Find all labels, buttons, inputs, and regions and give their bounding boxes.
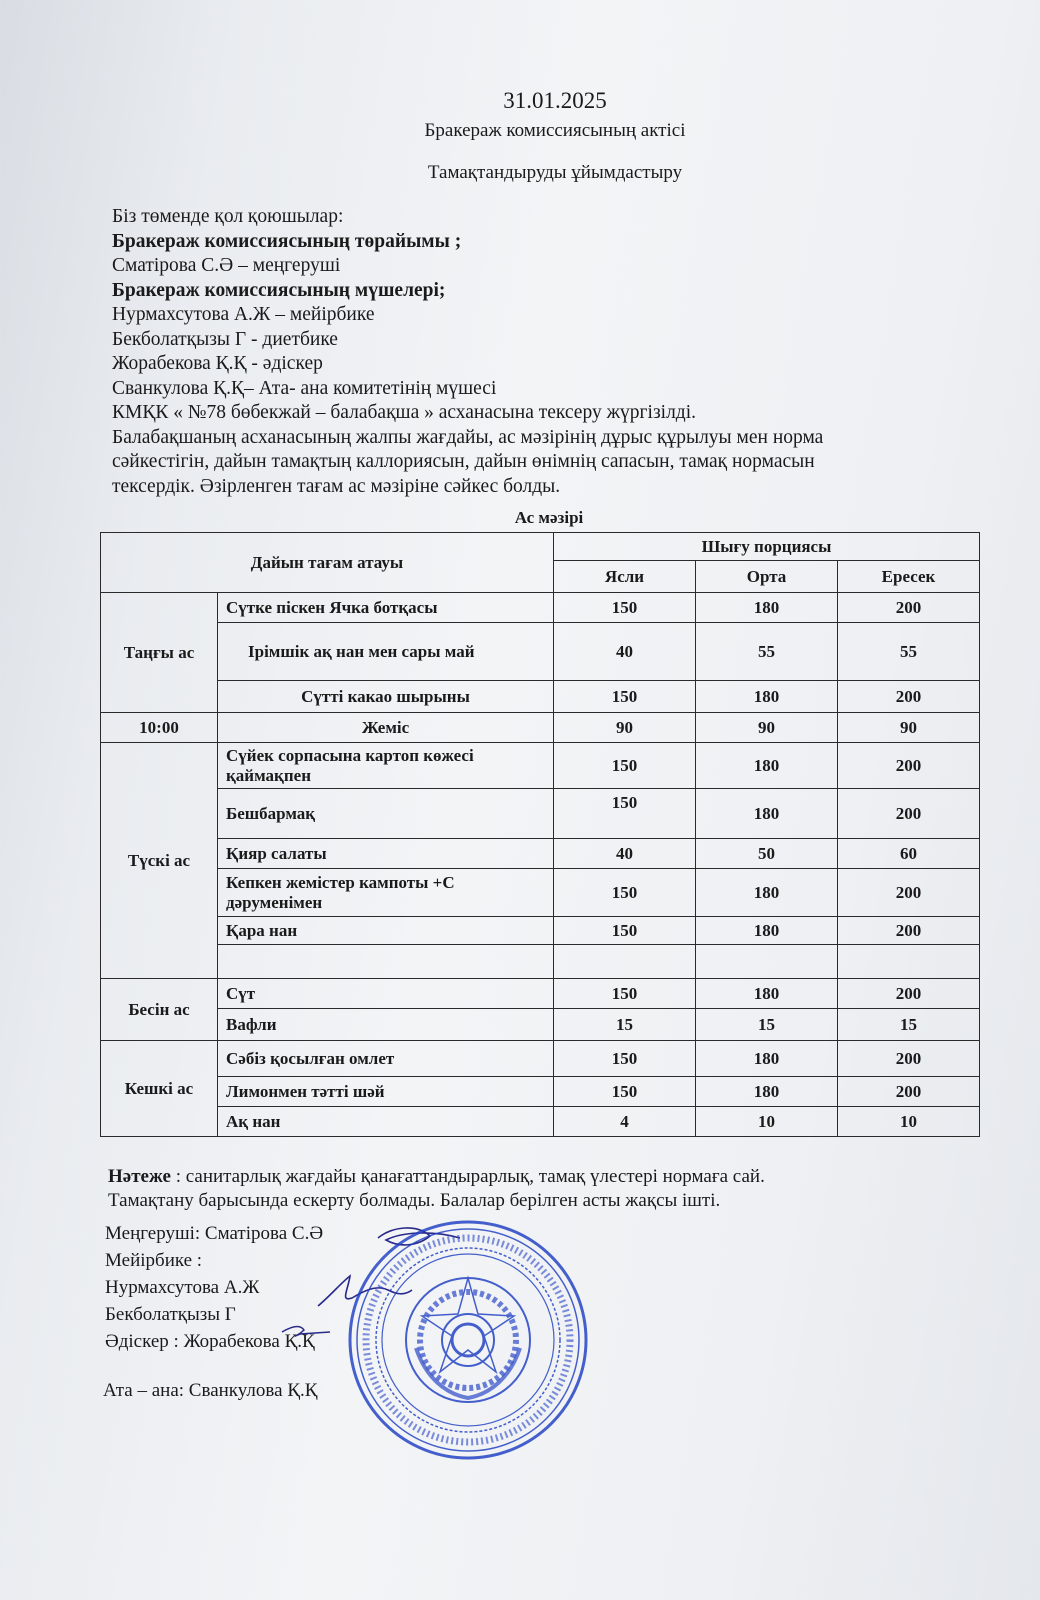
header-dish: Дайын тағам атауы (101, 533, 554, 593)
eresek-cell: 10 (838, 1107, 980, 1137)
dish-cell: Жеміс (218, 713, 554, 743)
dish-cell-empty (218, 945, 554, 979)
orta-cell: 15 (696, 1009, 838, 1041)
eresek-cell: 55 (838, 623, 980, 681)
meal-snack: 10:00 (101, 713, 218, 743)
document-subtitle: Тамақтандыруды ұйымдастыру (427, 162, 683, 183)
header-portion: Шығу порциясы (554, 533, 980, 561)
dish-cell: Лимонмен тәтті шәй (218, 1077, 554, 1107)
chair-heading: Бракераж комиссиясының төрайымы ; (112, 230, 462, 252)
orta-cell-empty (696, 945, 838, 979)
yasli-cell: 150 (554, 917, 696, 945)
yasli-cell: 150 (554, 1041, 696, 1077)
yasli-cell: 150 (554, 593, 696, 623)
member-item: Бекболатқызы Г - диетбике (112, 328, 338, 350)
dish-cell: Бешбармақ (218, 789, 554, 839)
meal-breakfast: Таңғы ас (101, 593, 218, 713)
signature-diet: Бекболатқызы Г (105, 1304, 236, 1325)
intro-block (112, 205, 982, 499)
meal-lunch: Түскі ас (101, 743, 218, 979)
signature-parent: Ата – ана: Сванкулова Қ.Қ (103, 1380, 318, 1401)
yasli-cell: 150 (554, 789, 696, 839)
conclusion-text: Тамақтану барысында ескерту болмады. Балалар берілген асты жақсы ішті. (108, 1190, 721, 1211)
orta-cell: 180 (696, 979, 838, 1009)
yasli-cell: 150 (554, 1077, 696, 1107)
member-item: Нурмахсутова А.Ж – мейірбике (112, 304, 375, 325)
eresek-cell: 200 (838, 593, 980, 623)
dish-cell: Сүт (218, 979, 554, 1009)
inspection-line: КМҚК « №78 бөбекжай – балабақша » асханасына тексеру жүргізілді. (112, 402, 697, 423)
conclusion-label: Нәтеже (108, 1166, 171, 1187)
signature-nurse-label: Мейірбике : (105, 1250, 203, 1271)
dish-cell: Кепкен жемістер кампоты +С дәруменімен (218, 869, 554, 917)
orta-cell: 90 (696, 713, 838, 743)
eresek-cell: 15 (838, 1009, 980, 1041)
yasli-cell: 4 (554, 1107, 696, 1137)
header-eresek: Ересек (838, 561, 980, 593)
table-row (101, 1009, 980, 1041)
signature-methodist: Әдіскер : Жорабекова Қ.Қ (105, 1331, 315, 1352)
table-row (101, 713, 980, 743)
orta-cell: 180 (696, 869, 838, 917)
table-row (101, 789, 980, 839)
yasli-cell: 150 (554, 743, 696, 789)
table-row (101, 979, 980, 1009)
table-row (101, 623, 980, 681)
signatures-block (105, 1220, 323, 1355)
intro-line: Біз төменде қол қоюшылар: (112, 206, 344, 227)
dish-cell: Ірімшік ақ нан мен сары май (218, 623, 554, 681)
table-row (101, 1107, 980, 1137)
dish-cell: Сүйек сорпасына картоп көжесі қаймақпен (218, 743, 554, 789)
eresek-cell: 200 (838, 869, 980, 917)
eresek-cell: 200 (838, 917, 980, 945)
orta-cell: 180 (696, 593, 838, 623)
table-row (101, 593, 980, 623)
table-row (101, 917, 980, 945)
meal-afternoon: Бесін ас (101, 979, 218, 1041)
orta-cell: 180 (696, 681, 838, 713)
paragraph-line: Балабақшаның асханасының жалпы жағдайы, ас мәзірінің дұрыс құрылуы мен норма (112, 426, 824, 448)
dish-cell: Вафли (218, 1009, 554, 1041)
yasli-cell: 15 (554, 1009, 696, 1041)
orta-cell: 55 (696, 623, 838, 681)
member-item: Сванкулова Қ.Қ– Ата- ана комитетінің мүшесі (112, 377, 497, 399)
signature-manager: Меңгеруші: Сматірова С.Ә (105, 1223, 324, 1244)
dish-cell: Сүтті какао шырыны (218, 681, 554, 713)
member-item: Жорабекова Қ.Қ - әдіскер (112, 353, 323, 374)
orta-cell: 180 (696, 743, 838, 789)
menu-table (100, 532, 980, 1137)
dish-cell: Сүтке піскен Ячка ботқасы (218, 593, 554, 623)
table-row (101, 839, 980, 869)
orta-cell: 180 (696, 1041, 838, 1077)
meal-dinner: Кешкі ас (101, 1041, 218, 1137)
yasli-cell: 90 (554, 713, 696, 743)
orta-cell: 180 (696, 917, 838, 945)
eresek-cell: 200 (838, 1077, 980, 1107)
yasli-cell: 40 (554, 839, 696, 869)
yasli-cell: 150 (554, 869, 696, 917)
table-row (101, 1077, 980, 1107)
eresek-cell: 200 (838, 979, 980, 1009)
eresek-cell: 200 (838, 789, 980, 839)
orta-cell: 180 (696, 789, 838, 839)
official-stamp (346, 1218, 590, 1462)
table-row (101, 869, 980, 917)
orta-cell: 50 (696, 839, 838, 869)
orta-cell: 180 (696, 1077, 838, 1107)
eresek-cell: 200 (838, 1041, 980, 1077)
yasli-cell: 150 (554, 681, 696, 713)
signature-nurse: Нурмахсутова А.Ж (105, 1277, 260, 1298)
document-date: 31.01.2025 (503, 88, 607, 113)
eresek-cell-empty (838, 945, 980, 979)
eresek-cell: 60 (838, 839, 980, 869)
paragraph-line: тексердік. Әзірленген тағам ас мәзіріне сәйкес болды. (112, 475, 561, 497)
dish-cell: Ақ нан (218, 1107, 554, 1137)
header-yasli: Ясли (554, 561, 696, 593)
members-heading: Бракераж комиссиясының мүшелері; (112, 279, 446, 301)
paragraph-line: сәйкестігін, дайын тамақтың каллориясын, дайын өнімнің сапасын, тамақ нормасын (112, 451, 815, 472)
dish-cell: Қияр салаты (218, 839, 554, 869)
dish-cell: Сәбіз қосылған омлет (218, 1041, 554, 1077)
document-title: Бракераж комиссиясының актісі (424, 120, 686, 141)
eresek-cell: 200 (838, 681, 980, 713)
eresek-cell: 90 (838, 713, 980, 743)
yasli-cell-empty (554, 945, 696, 979)
conclusion-block (108, 1165, 988, 1213)
menu-title: Ас мәзірі (514, 508, 584, 527)
dish-cell: Қара нан (218, 917, 554, 945)
yasli-cell: 40 (554, 623, 696, 681)
orta-cell: 10 (696, 1107, 838, 1137)
chair-name: Сматірова С.Ә – меңгеруші (112, 255, 341, 276)
eresek-cell: 200 (838, 743, 980, 789)
table-row (101, 743, 980, 789)
conclusion-text: : санитарлық жағдайы қанағаттандырарлық, тамақ үлестері нормаға сай. (170, 1166, 765, 1187)
table-header-row (101, 533, 980, 561)
header-orta: Орта (696, 561, 838, 593)
table-row (101, 1041, 980, 1077)
table-row (101, 681, 980, 713)
table-row-empty (101, 945, 980, 979)
yasli-cell: 150 (554, 979, 696, 1009)
